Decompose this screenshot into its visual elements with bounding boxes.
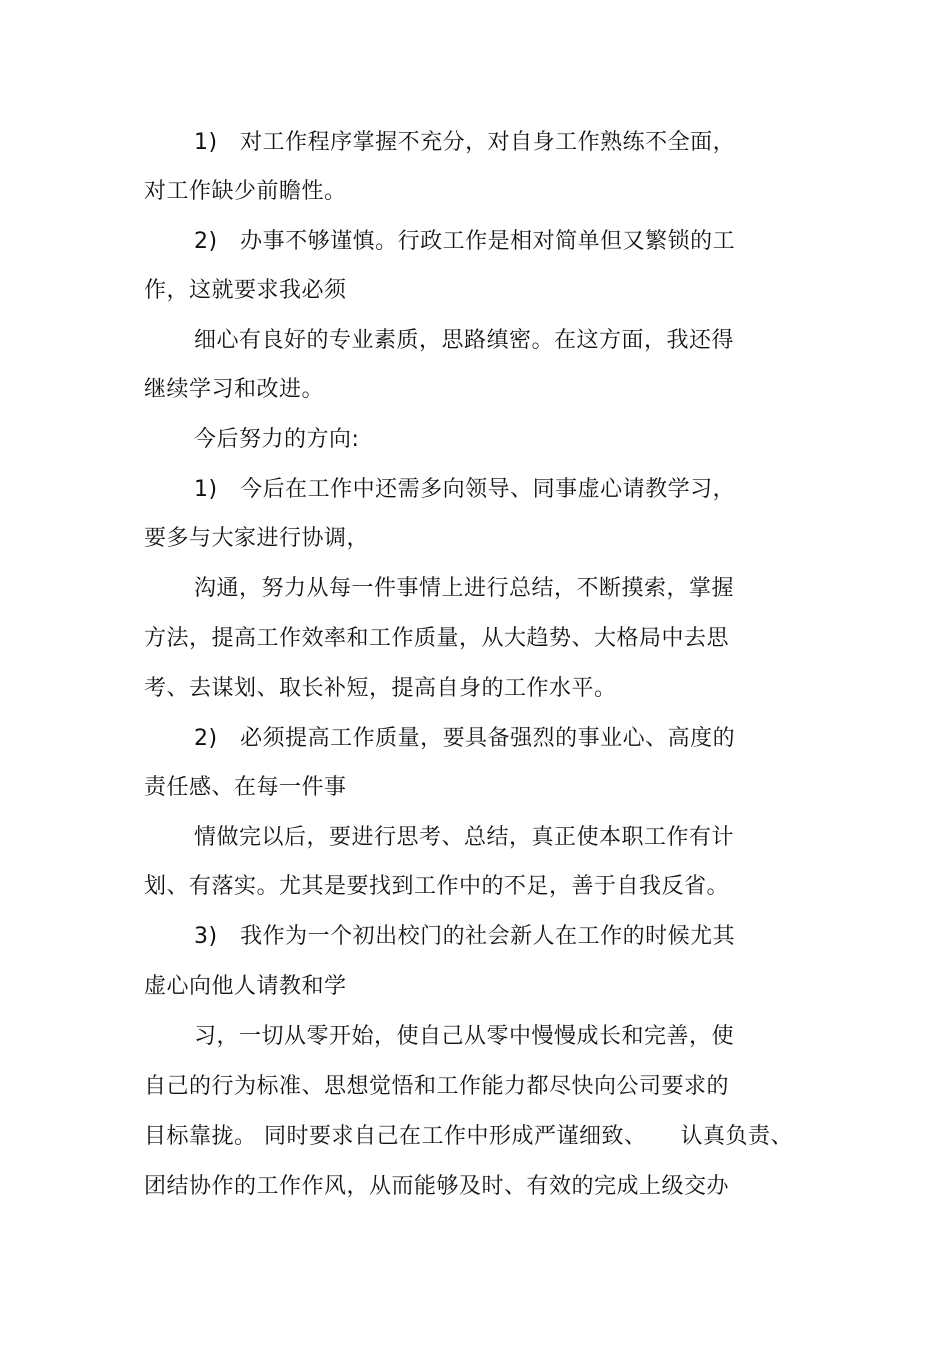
- text-line: 沟通，努力从每一件事情上进行总结，不断摸索，掌握: [194, 576, 735, 601]
- text-line: 考、去谋划、取长补短，提高自身的工作水平。: [144, 676, 617, 701]
- text-line: 1) 对工作程序掌握不充分，对自身工作熟练不全面，: [194, 130, 736, 155]
- text-line: 自己的行为标准、思想觉悟和工作能力都尽快向公司要求的: [144, 1074, 730, 1099]
- text-line: 3) 我作为一个初出校门的社会新人在工作的时候尤其: [194, 924, 736, 949]
- section-heading: 今后努力的方向:: [194, 427, 360, 452]
- text-line: 1) 今后在工作中还需多向领导、同事虚心请教学习，: [194, 477, 736, 502]
- text-line: 2) 办事不够谨慎。行政工作是相对简单但又繁锁的工: [194, 229, 736, 254]
- text-line: 2) 必须提高工作质量，要具备强烈的事业心、高度的: [194, 726, 736, 751]
- text-line: 责任感、在每一件事: [144, 775, 347, 800]
- text-line: 目标靠拢。 同时要求自己在工作中形成严谨细致、 认真负责、: [144, 1124, 793, 1149]
- text-line: 方法，提高工作效率和工作质量，从大趋势、大格局中去思: [144, 626, 730, 651]
- text-line: 细心有良好的专业素质，思路缜密。在这方面，我还得: [194, 328, 735, 353]
- text-line: 团结协作的工作作风，从而能够及时、有效的完成上级交办: [144, 1174, 730, 1199]
- text-line: 对工作缺少前瞻性。: [144, 179, 347, 204]
- text-line: 继续学习和改进。: [144, 377, 325, 402]
- text-line: 虚心向他人请教和学: [144, 974, 347, 999]
- text-line: 习，一切从零开始，使自己从零中慢慢成长和完善，使: [194, 1024, 735, 1049]
- text-line: 情做完以后，要进行思考、总结，真正使本职工作有计: [194, 825, 735, 850]
- text-line: 划、有落实。尤其是要找到工作中的不足，善于自我反省。: [144, 874, 730, 899]
- text-line: 要多与大家进行协调，: [144, 526, 370, 551]
- text-line: 作，这就要求我必须: [144, 278, 347, 303]
